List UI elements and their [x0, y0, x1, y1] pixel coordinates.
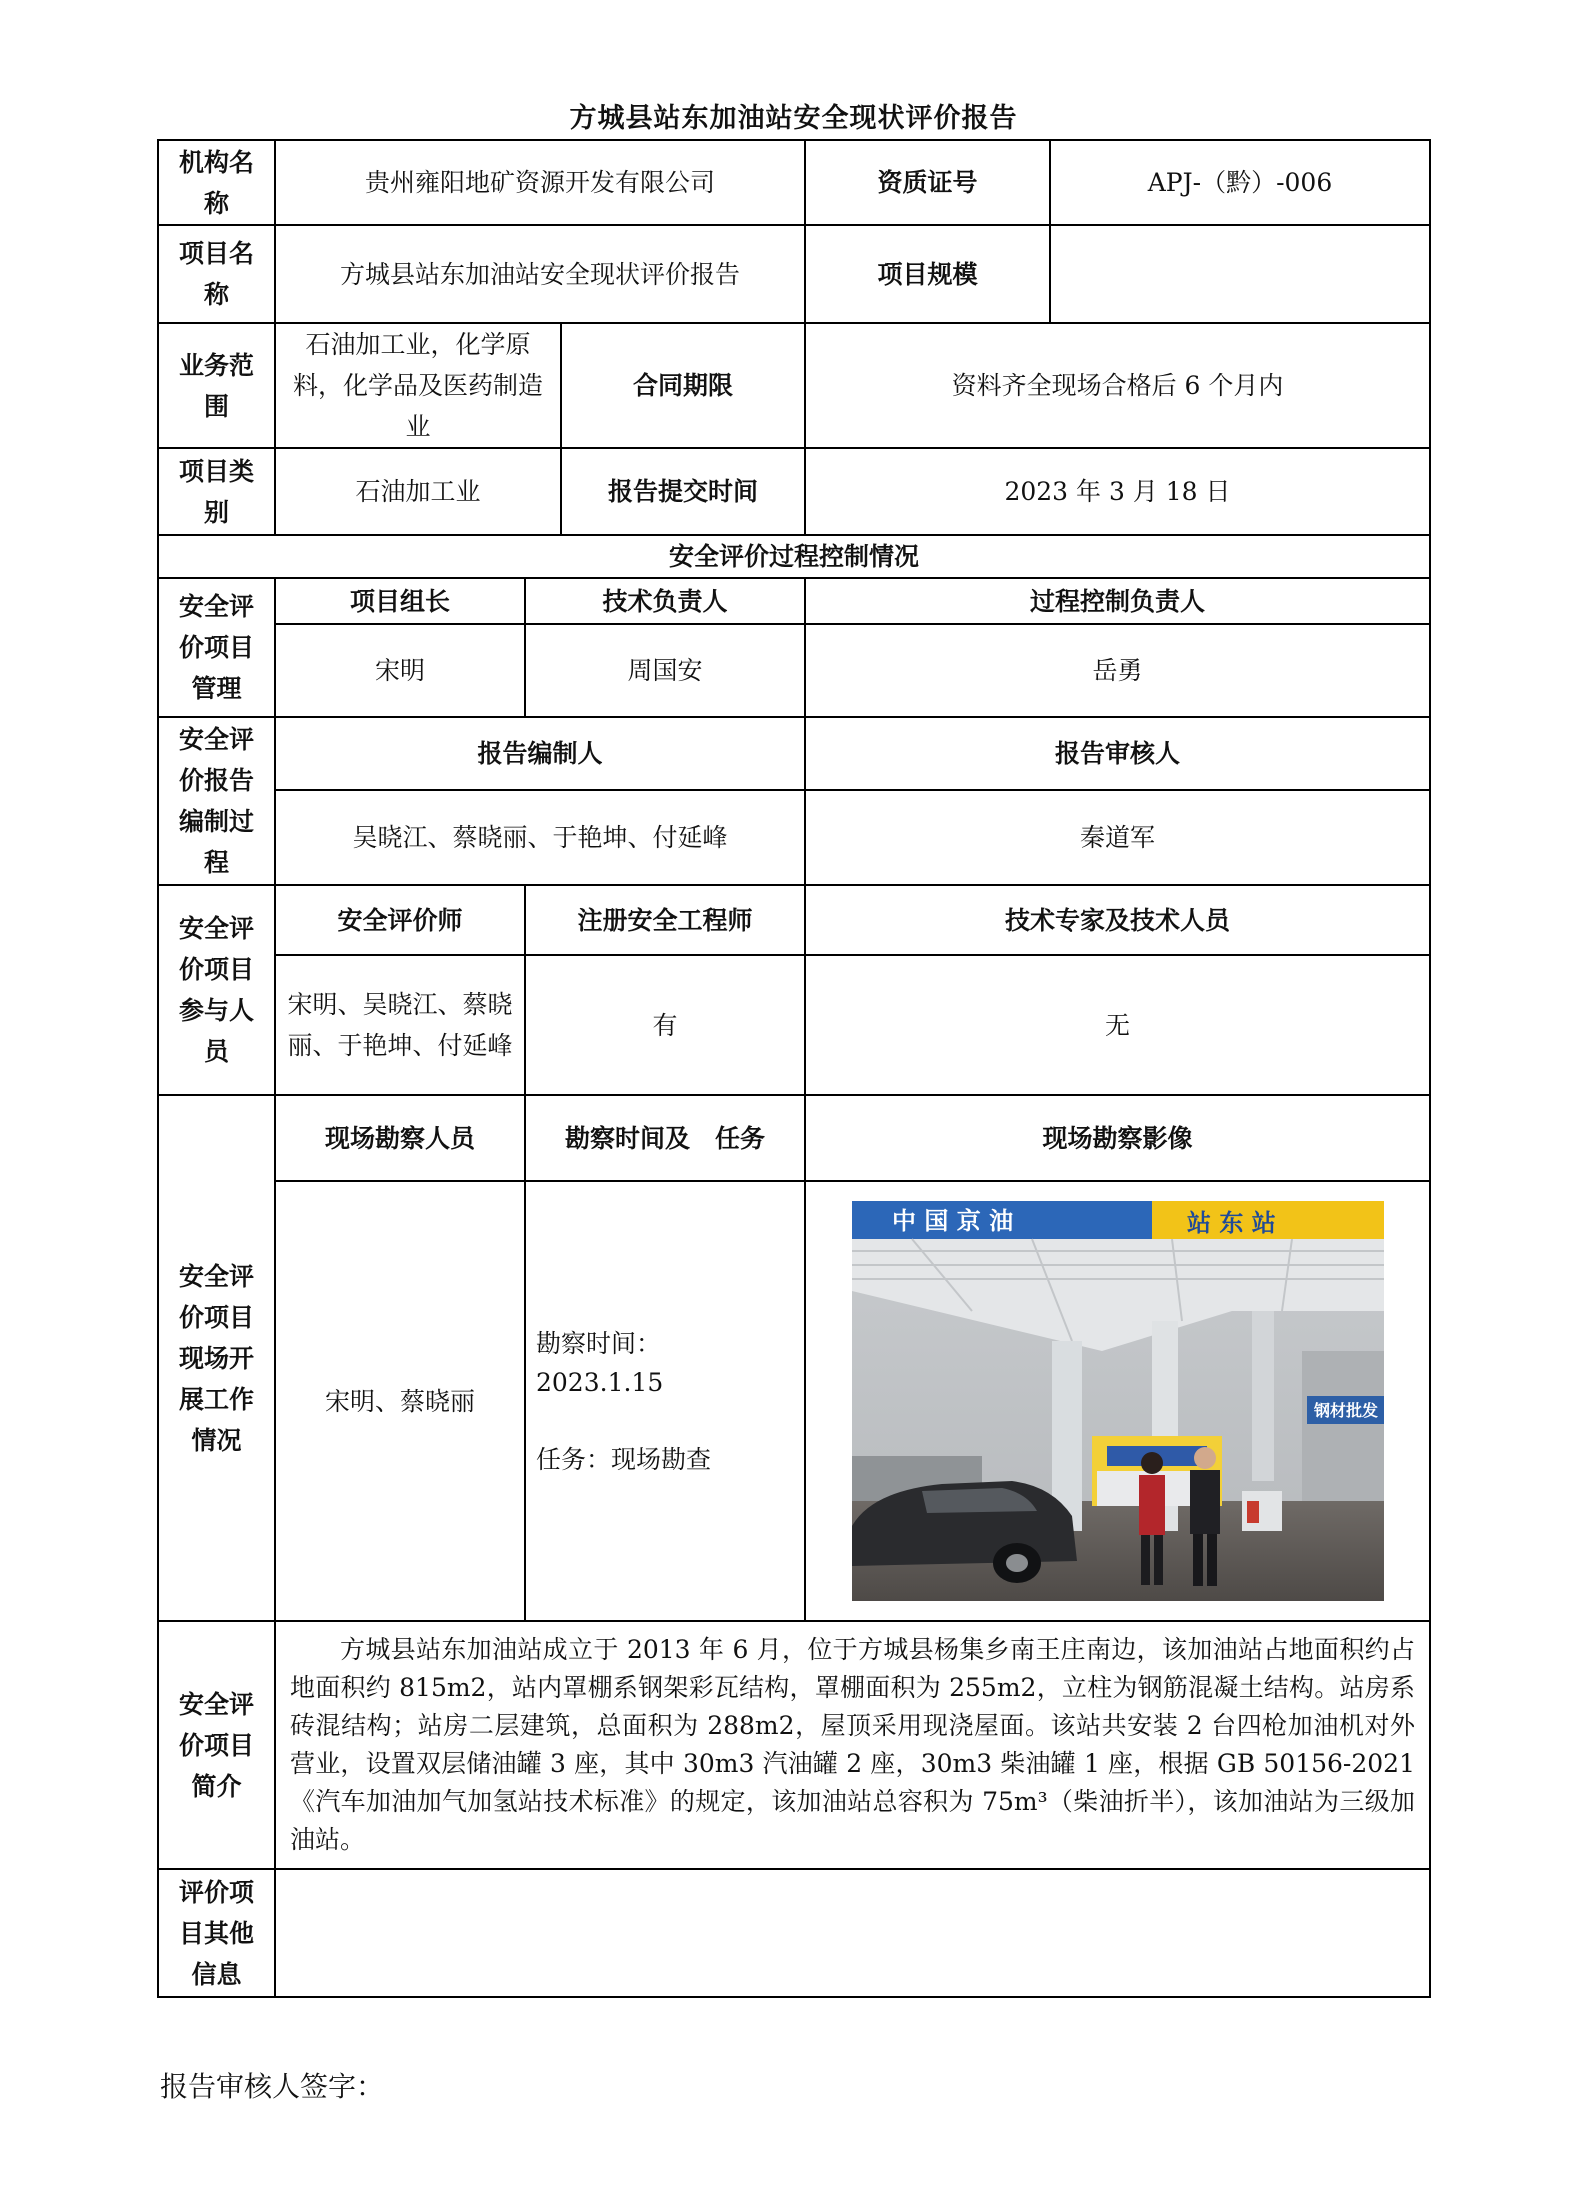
- participants-label: 安全评价项目参与人员: [158, 885, 275, 1095]
- contract-label: 合同期限: [561, 323, 805, 448]
- canopy-brand-sign: 中 国 京 油: [891, 1207, 1013, 1235]
- survey-time-label: 勘察时间：: [536, 1328, 662, 1358]
- intro-text: 方城县站东加油站成立于 2013 年 6 月，位于方城县杨集乡南王庄南边，该加油站占地面积约占地面积约 815m2，站内罩棚系钢架彩瓦结构，罩棚面积为 255m2，立柱为钢筋混凝土结构。站房系砖混结构；站房二层建筑，总面积为 288m2，屋顶采用现浇屋面。该站共安装 2 台四枪加油机对外营业，设置双层储油罐 3 座，其中 30m3 汽油罐 2 座，30m3 柴油罐 1 座，根据 GB 50156-2021《汽车加油加气加氢站技术标准》的规定，该加油站总容积为 75m³（柴油折半），该加油站为三级加油站。: [290, 1635, 1415, 1854]
- submit-value: 2023 年 3 月 18 日: [805, 448, 1430, 535]
- contract-value: 资料齐全现场合格后 6 个月内: [805, 323, 1430, 448]
- org-label: 机构名称: [158, 140, 275, 225]
- scope-label: 业务范围: [158, 323, 275, 448]
- scale-label: 项目规模: [805, 225, 1050, 323]
- survey-time-task: [525, 1181, 805, 1621]
- compiler-label: 报告编制人: [275, 717, 805, 790]
- other-info-value: [275, 1869, 1430, 1997]
- compile-label: 安全评价报告编制过程: [158, 717, 275, 885]
- site-work-label: 安全评价项目现场开展工作情况: [158, 1095, 275, 1621]
- site-photo-cell: [805, 1181, 1430, 1621]
- canopy-station-sign: 站 东 站: [1186, 1209, 1276, 1237]
- engineer-value: 有: [525, 955, 805, 1095]
- tech-lead-value: 周国安: [525, 624, 805, 717]
- survey-date: 2023.1.15: [536, 1367, 664, 1397]
- reviewer-signature-label: 报告审核人签字：: [160, 2070, 385, 2103]
- survey-task: 任务：现场勘查: [536, 1444, 712, 1474]
- compiler-value: 吴晓江、蔡晓丽、于艳坤、付延峰: [275, 790, 805, 885]
- time-task-label: 勘察时间及 任务: [525, 1095, 805, 1181]
- surveyor-label: 现场勘察人员: [275, 1095, 525, 1181]
- category-label: 项目类别: [158, 448, 275, 535]
- control-lead-label: 过程控制负责人: [805, 578, 1430, 624]
- tech-lead-label: 技术负责人: [525, 578, 805, 624]
- scale-value: [1050, 225, 1430, 323]
- org-value: 贵州雍阳地矿资源开发有限公司: [275, 140, 805, 225]
- reviewer-label: 报告审核人: [805, 717, 1430, 790]
- leader-value: 宋明: [275, 624, 525, 717]
- cert-value: APJ-（黔）-006: [1050, 140, 1430, 225]
- scope-value: 石油加工业，化学原料，化学品及医药制造业: [275, 323, 561, 448]
- cert-label: 资质证号: [805, 140, 1050, 225]
- report-table: [157, 139, 1431, 1998]
- other-info-label: 评价项目其他信息: [158, 1869, 275, 1997]
- evaluator-value: 宋明、吴晓江、蔡晓丽、于艳坤、付延峰: [275, 955, 525, 1095]
- site-photo: [852, 1201, 1384, 1601]
- document-title: 方城县站东加油站安全现状评价报告: [569, 103, 1018, 134]
- control-lead-value: 岳勇: [805, 624, 1430, 717]
- engineer-label: 注册安全工程师: [525, 885, 805, 955]
- intro-label: 安全评价项目简介: [158, 1621, 275, 1869]
- process-section-title: 安全评价过程控制情况: [158, 535, 1430, 578]
- expert-value: 无: [805, 955, 1430, 1095]
- shop-sign: 钢材批发: [1313, 1401, 1378, 1420]
- project-label: 项目名称: [158, 225, 275, 323]
- evaluator-label: 安全评价师: [275, 885, 525, 955]
- expert-label: 技术专家及技术人员: [805, 885, 1430, 955]
- surveyor-value: 宋明、蔡晓丽: [275, 1181, 525, 1621]
- project-value: 方城县站东加油站安全现状评价报告: [275, 225, 805, 323]
- submit-label: 报告提交时间: [561, 448, 805, 535]
- photo-label: 现场勘察影像: [805, 1095, 1430, 1181]
- reviewer-value: 秦道军: [805, 790, 1430, 885]
- category-value: 石油加工业: [275, 448, 561, 535]
- mgmt-label: 安全评价项目管理: [158, 578, 275, 717]
- leader-label: 项目组长: [275, 578, 525, 624]
